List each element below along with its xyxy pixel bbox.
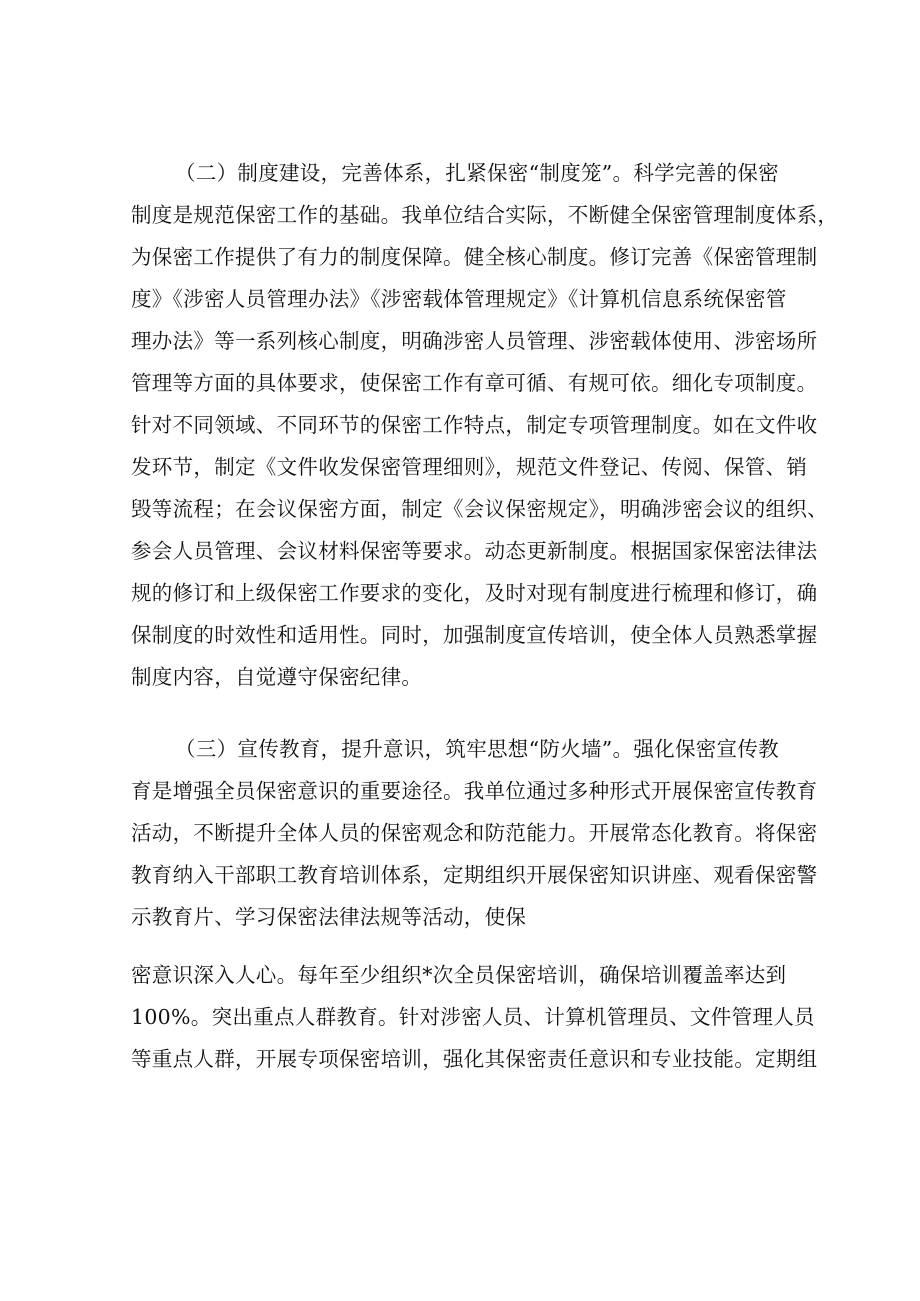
paragraph-line: 制度是规范保密工作的基础。我单位结合实际，不断健全保密管理制度体系， <box>131 203 839 227</box>
paragraph-line: （二）制度建设，完善体系，扎紧保密“制度笼”。科学完善的保密 <box>175 161 779 185</box>
paragraph-line: 密意识深入人心。每年至少组织*次全员保密培训，确保培训覆盖率达到 <box>131 963 787 987</box>
paragraph-line: 度》《涉密人员管理办法》《涉密载体管理规定》《计算机信息系统保密管 <box>131 287 787 311</box>
paragraph-line: 为保密工作提供了有力的制度保障。健全核心制度。修订完善《保密管理制 <box>131 245 818 269</box>
paragraph-line: 示教育片、学习保密法律法规等活动，使保 <box>131 905 527 929</box>
paragraph-line: 活动，不断提升全体人员的保密观念和防范能力。开展常态化教育。将保密 <box>131 821 818 845</box>
paragraph-line: 发环节，制定《文件收发保密管理细则》，规范文件登记、传阅、保管、销 <box>131 455 808 479</box>
paragraph-line: 针对不同领域、不同环节的保密工作特点，制定专项管理制度。如在文件收 <box>131 413 818 437</box>
paragraph-line: （三）宣传教育，提升意识，筑牢思想“防火墙”。强化保密宣传教 <box>175 737 779 761</box>
paragraph-line: 规的修订和上级保密工作要求的变化，及时对现有制度进行梳理和修订，确 <box>131 581 818 605</box>
paragraph-line: 100%。突出重点人群教育。针对涉密人员、计算机管理员、文件管理人员 <box>131 1005 815 1029</box>
paragraph-line: 育是增强全员保密意识的重要途径。我单位通过多种形式开展保密宣传教育 <box>131 779 818 803</box>
paragraph-line: 理办法》等一系列核心制度，明确涉密人员管理、涉密载体使用、涉密场所 <box>131 329 818 353</box>
paragraph-line: 毁等流程；在会议保密方面，制定《会议保密规定》，明确涉密会议的组织、 <box>131 497 828 521</box>
paragraph-line: 制度内容，自觉遵守保密纪律。 <box>131 665 423 689</box>
paragraph-line: 管理等方面的具体要求，使保密工作有章可循、有规可依。细化专项制度。 <box>131 371 818 395</box>
paragraph-line: 保制度的时效性和适用性。同时，加强制度宣传培训，使全体人员熟悉掌握 <box>131 623 818 647</box>
paragraph-line: 教育纳入干部职工教育培训体系，定期组织开展保密知识讲座、观看保密警 <box>131 863 818 887</box>
paragraph-line: 等重点人群，开展专项保密培训，强化其保密责任意识和专业技能。定期组 <box>131 1047 818 1071</box>
paragraph-line: 参会人员管理、会议材料保密等要求。动态更新制度。根据国家保密法律法 <box>131 539 818 563</box>
